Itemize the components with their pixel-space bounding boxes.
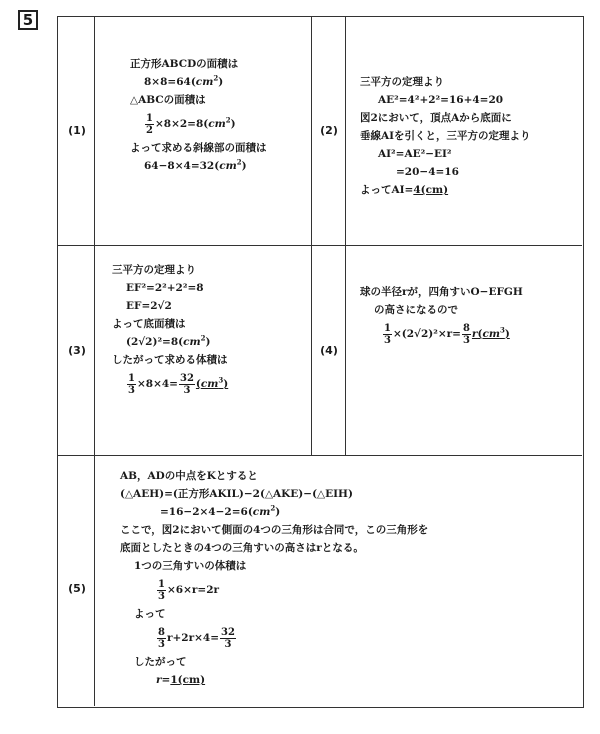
p2-line2: AE²=4²+2²=16+4=20 [378, 94, 504, 106]
p5-line1: AB，ADの中点をKとすると [120, 470, 258, 482]
p3-line5: $(2√2)^2=8(cm^2)$ [126, 333, 211, 348]
answer-p1 [130, 55, 267, 175]
p5-line6: 1つの三角すいの体積は [134, 560, 247, 572]
p5-line11: r=1(cm) [156, 674, 206, 686]
p2-line7: よってAI=4(cm) [360, 184, 449, 196]
p1-line4: $\frac{1}{2}$ $\times 8\times 2=8(cm^2)$ [146, 112, 236, 136]
row-divider-2 [58, 455, 582, 456]
p5-line5: 底面としたときの4つの三角すいの高さはrとなる。 [120, 542, 364, 554]
p2-line4: 垂線AIを引くと，三平方の定理より [360, 130, 531, 142]
p4-line1: 球の半径rが，四角すいO−EFGH [360, 286, 523, 298]
question-number: 5 [18, 10, 38, 30]
p2-line3: 図2において，頂点Aから底面に [360, 112, 512, 124]
label-column-divider [94, 17, 95, 706]
p1-line5: よって求める斜線部の面積は [130, 142, 267, 154]
label-p3: (3) [68, 344, 86, 357]
label-p1: (1) [68, 124, 86, 137]
p5-line9: $\frac{8}{3}$ r+2r×4= $\frac{32}{3}$ [158, 626, 235, 650]
p2-final-answer: 4(cm) [413, 184, 449, 196]
label-p2: (2) [320, 124, 338, 137]
label-p5: (5) [68, 582, 86, 595]
p5-final-answer: 1(cm) [170, 674, 206, 686]
p3-line3: EF=2√2 [126, 300, 172, 312]
p5-line7: $\frac{1}{3}$ ×6×r=2r [158, 578, 220, 602]
p2-line1: 三平方の定理より [360, 76, 444, 88]
p1-line2: $8\times 8=64(cm^2)$ [144, 73, 224, 88]
p5-line4: ここで，図2において側面の4つの三角形は合同で，この三角形を [120, 524, 429, 536]
answer-table [57, 16, 584, 708]
p3-final-answer: $\frac{32}{3}$ $(cm^3)$ [179, 372, 229, 396]
p1-line3: △ABCの面積は [130, 94, 206, 106]
p5-line3: $=16-2\times 4-2=6(cm^2)$ [160, 503, 281, 518]
row-divider-1 [58, 245, 582, 246]
middle-divider-left [311, 17, 312, 455]
p1-line1: 正方形ABCDの面積は [130, 58, 239, 70]
p4-line2: の高さになるので [374, 304, 458, 316]
p2-line5: AI²=AE²−EI² [378, 148, 452, 160]
p5-line8: よって [134, 608, 166, 620]
p3-line6: したがって求める体積は [112, 354, 228, 366]
p3-line1: 三平方の定理より [112, 264, 196, 276]
p1-line6: $64-8\times 4=32(cm^2)$ [144, 157, 247, 172]
p2-line6: =20−4=16 [396, 166, 459, 178]
p3-line7: $\frac{1}{3}$ ×8×4= $\frac{32}{3}$ $(cm^3)$ [128, 372, 229, 396]
answer-p5 [120, 467, 428, 689]
p5-line2: (△AEH)=(正方形AKIL)−2(△AKE)−(△EIH) [120, 488, 353, 500]
label-p4: (4) [320, 344, 338, 357]
answer-p3 [112, 261, 228, 399]
p4-final-answer: $\frac{8}{3}$ $r(cm^3)$ [462, 322, 510, 346]
middle-divider-right [345, 17, 346, 455]
p5-line10: したがって [134, 656, 187, 668]
p3-line4: よって底面積は [112, 318, 186, 330]
answer-p4 [360, 283, 523, 349]
answer-p2 [360, 73, 531, 199]
p3-line2: EF²=2²+2²=8 [126, 282, 204, 294]
p4-line3: $\frac{1}{3}$ ×(2√2)²×r= $\frac{8}{3}$ $r(cm^3)$ [384, 322, 510, 346]
